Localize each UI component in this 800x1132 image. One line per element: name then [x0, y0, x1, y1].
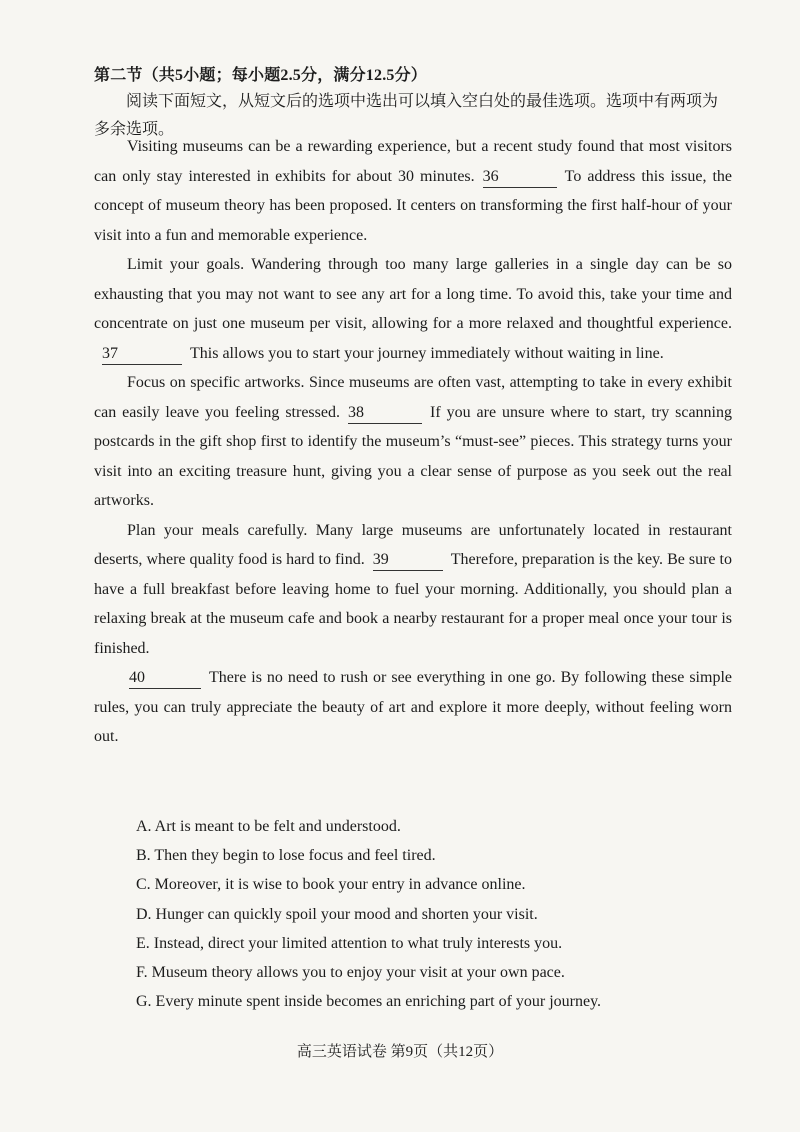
reading-passage: [94, 132, 732, 752]
blank-36: 36: [483, 167, 557, 188]
paragraph-3-part-b: If you are unsure where to start, try scanning postcards in the gift shop first to identify the museum’s “must-see” pieces. This strategy turns your visit into an exciting treasure hunt, giving you a clear sense of purpose as you seek out the real artworks.: [94, 403, 732, 509]
option-e: E. Instead, direct your limited attention to what truly interests you.: [136, 934, 563, 952]
paragraph-2-part-b: This allows you to start your journey immediately without waiting in line.: [190, 344, 664, 362]
blank-38: 38: [348, 403, 422, 424]
paragraph-1-part-b: To address this issue, the concept of museum theory has been proposed. It centers on transforming the first half-hour of your visit into a fun and memorable experience.: [94, 167, 733, 244]
paragraph-5: [94, 663, 732, 752]
page-footer: 高三英语试卷 第9页（共12页）: [296, 1044, 504, 1060]
instructions-line-1: 阅读下面短文，从短文后的选项中选出可以填入空白处的最佳选项。选项中有两项为: [126, 93, 719, 110]
option-a: A. Art is meant to be felt and understood.: [136, 818, 401, 835]
blank-39: 39: [373, 550, 443, 571]
paragraph-4: [94, 516, 732, 664]
blank-40: 40: [129, 668, 201, 689]
section-header: 第二节（共5小题；每小题2.5分，满分12.5分）: [94, 67, 428, 84]
blank-37: 37: [102, 344, 182, 365]
paragraph-5-text: There is no need to rush or see everything in one go. By following these simple rules, you can truly appreciate the beauty of art and explore it more deeply, without feeling worn out.: [94, 669, 732, 745]
option-f: F. Museum theory allows you to enjoy your visit at your own pace.: [136, 964, 565, 982]
instructions-line-2: 多余选项。: [94, 121, 175, 138]
paragraph-1: [94, 132, 732, 250]
paragraph-4-part-a: Plan your meals carefully. Many large museums are unfortunately located in restaurant deserts, where quality food is hard to find.: [94, 521, 732, 568]
option-c: C. Moreover, it is wise to book your entry in advance online.: [136, 876, 526, 894]
paragraph-3: [94, 368, 732, 516]
paragraph-2: [94, 250, 732, 368]
option-b: B. Then they begin to lose focus and feel tired.: [136, 847, 436, 865]
option-d: D. Hunger can quickly spoil your mood and shorten your visit.: [136, 905, 538, 923]
paragraph-2-part-a: Limit your goals. Wandering through too many large galleries in a single day can be so exhausting that you may not want to see any art for a long time. To avoid this, take your time and concentrate on just one museum per visit, allowing for a more relaxed and thoughtful experience.: [94, 256, 732, 332]
option-g: G. Every minute spent inside becomes an enriching part of your journey.: [136, 993, 602, 1011]
answer-options: [136, 812, 601, 1016]
paragraph-4-part-b: Therefore, preparation is the key. Be sure to have a full breakfast before leaving home to fuel your morning. Additionally, you should plan a relaxing break at the museum cafe and book a nearby restaurant for a proper meal once your tour is finished.: [94, 551, 732, 657]
paragraph-1-part-a: Visiting museums can be a rewarding experience, but a recent study found that most visitors can only stay interested in exhibits for about 30 minutes.: [94, 138, 732, 185]
paragraph-3-part-a: Focus on specific artworks. Since museums are often vast, attempting to take in every exhibit can easily leave you feeling stressed.: [94, 374, 732, 421]
